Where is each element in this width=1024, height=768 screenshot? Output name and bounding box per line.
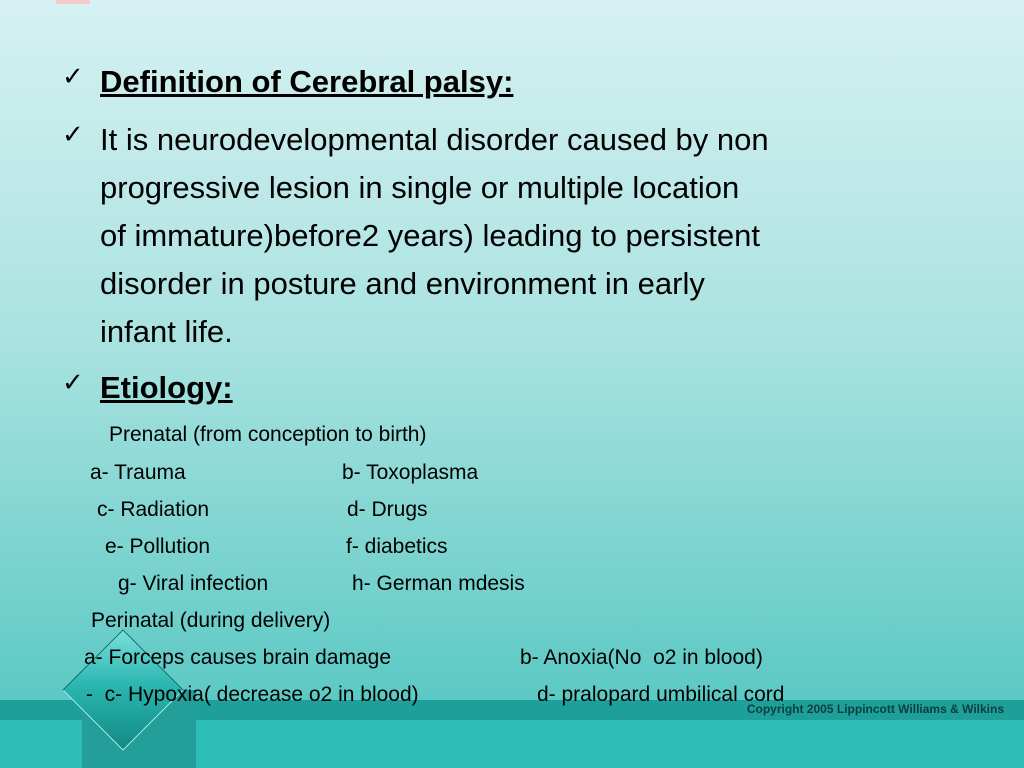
prenatal-item-b: b- Toxoplasma xyxy=(342,461,479,484)
prenatal-item-a: a- Trauma xyxy=(90,461,186,484)
etiology-heading: Etiology: xyxy=(100,370,233,405)
perinatal-item-d: d- pralopard umbilical cord xyxy=(537,683,785,706)
perinatal-item-b: b- Anoxia(No o2 in blood) xyxy=(520,646,763,669)
check-icon: ✓ xyxy=(62,62,84,92)
prenatal-item-f: f- diabetics xyxy=(346,535,448,558)
definition-line-3: of immature)before2 years) leading to persistent xyxy=(100,218,760,253)
prenatal-item-d: d- Drugs xyxy=(347,498,428,521)
perinatal-item-c: - c- Hypoxia( decrease o2 in blood) xyxy=(86,683,419,706)
definition-line-2: progressive lesion in single or multiple location xyxy=(100,170,740,205)
definition-line-1: It is neurodevelopmental disorder caused by non xyxy=(100,122,769,157)
prenatal-item-h: h- German mdesis xyxy=(352,572,525,595)
definition-line-4: disorder in posture and environment in early xyxy=(100,266,705,301)
perinatal-title: Perinatal (during delivery) xyxy=(91,609,331,632)
definition-line-5: infant life. xyxy=(100,314,233,349)
prenatal-item-g: g- Viral infection xyxy=(118,572,269,595)
prenatal-title: Prenatal (from conception to birth) xyxy=(109,423,427,446)
definition-heading: Definition of Cerebral palsy: xyxy=(100,64,514,99)
top-accent-mark xyxy=(56,0,90,4)
check-icon: ✓ xyxy=(62,368,84,398)
prenatal-item-c: c- Radiation xyxy=(97,498,210,521)
prenatal-item-e: e- Pollution xyxy=(105,535,211,558)
perinatal-item-a: a- Forceps causes brain damage xyxy=(84,646,391,669)
check-icon: ✓ xyxy=(62,120,84,150)
copyright-notice: Copyright 2005 Lippincott Williams & Wilkins xyxy=(746,702,1004,716)
